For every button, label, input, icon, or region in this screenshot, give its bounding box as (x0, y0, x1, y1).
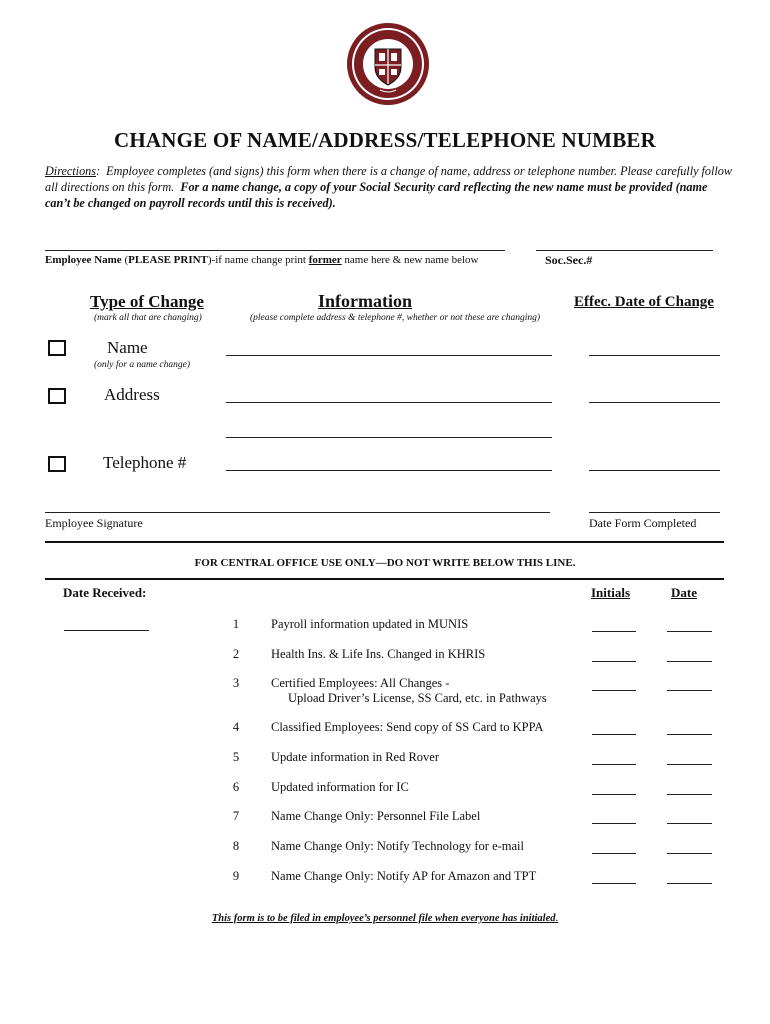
date-received-line[interactable] (64, 630, 149, 631)
checklist-item-text: Classified Employees: Send copy of SS Card to KPPA (271, 720, 544, 734)
information-note: (please complete address & telephone #, whether or not these are changing) (250, 313, 541, 323)
date-line[interactable] (667, 794, 712, 795)
initials-line[interactable] (592, 734, 636, 735)
checklist-number: 7 (232, 809, 240, 823)
directions-label: Directions (45, 164, 96, 178)
date-line[interactable] (667, 631, 712, 632)
directions-bold-body: For a name change, a copy of your Social Security card reflecting the new name must be provided (name can’t be changed on payroll records until this is received). (45, 180, 708, 210)
checklist-number: 2 (232, 647, 240, 661)
initials-line[interactable] (592, 794, 636, 795)
initials-line[interactable] (592, 823, 636, 824)
date-line[interactable] (667, 734, 712, 735)
checklist-number: 6 (232, 780, 240, 794)
address-effective-date-line[interactable] (589, 402, 720, 403)
date-completed-label: Date Form Completed (589, 516, 697, 530)
checklist-item-text: Name Change Only: Personnel File Label (271, 809, 481, 823)
checklist-number: 3 (232, 676, 240, 690)
initials-line[interactable] (592, 764, 636, 765)
checklist-number: 9 (232, 869, 240, 883)
date-line[interactable] (667, 823, 712, 824)
checklist-item (271, 647, 485, 662)
district-seal-logo (346, 22, 430, 106)
name-effective-date-line[interactable] (589, 355, 720, 356)
date-line[interactable] (667, 690, 712, 691)
initials-line[interactable] (592, 631, 636, 632)
address-checkbox[interactable] (48, 388, 66, 404)
checklist-item-text-continued: Upload Driver’s License, SS Card, etc. in Pathways (288, 691, 547, 705)
initials-header: Initials (591, 585, 631, 600)
address-label: Address (104, 385, 160, 404)
checklist-item-text: Updated information for IC (271, 780, 409, 794)
footer-note: This form is to be filed in employee’s personnel file when everyone has initialed. (211, 913, 559, 924)
initials-line[interactable] (592, 690, 636, 691)
initials-line[interactable] (592, 661, 636, 662)
soc-sec-line[interactable] (536, 250, 713, 251)
date-line[interactable] (667, 853, 712, 854)
checklist-number: 5 (232, 750, 240, 764)
address-information-line-2[interactable] (226, 437, 552, 438)
employee-signature-label: Employee Signature (45, 516, 143, 530)
checklist-item-text: Name Change Only: Notify AP for Amazon and TPT (271, 869, 537, 883)
soc-sec-label: Soc.Sec.# (545, 253, 593, 267)
telephone-label: Telephone # (103, 453, 187, 472)
telephone-effective-date-line[interactable] (589, 470, 720, 471)
form-title: CHANGE OF NAME/ADDRESS/TELEPHONE NUMBER (114, 128, 656, 152)
checklist-item-text: Name Change Only: Notify Technology for e-mail (271, 839, 524, 853)
checklist-number: 4 (232, 720, 240, 734)
checklist-item (271, 780, 409, 795)
name-note: (only for a name change) (94, 360, 191, 370)
checklist-item-text: Certified Employees: All Changes - (271, 676, 450, 690)
name-information-line[interactable] (226, 355, 552, 356)
date-line[interactable] (667, 661, 712, 662)
initials-line[interactable] (592, 853, 636, 854)
date-line[interactable] (667, 883, 712, 884)
employee-name-line[interactable] (45, 250, 505, 251)
date-header: Date (671, 585, 697, 600)
address-information-line-1[interactable] (226, 402, 552, 403)
telephone-checkbox[interactable] (48, 456, 66, 472)
date-completed-line[interactable] (589, 512, 720, 513)
employee-name-label: Employee Name (PLEASE PRINT)-if name change print former name here & new name below (45, 254, 479, 266)
checklist-item (271, 750, 439, 765)
name-label: Name (107, 338, 148, 357)
checklist-item-text: Health Ins. & Life Ins. Changed in KHRIS (271, 647, 486, 661)
checklist-item (271, 617, 468, 632)
employee-signature-line[interactable] (45, 512, 550, 513)
name-checkbox[interactable] (48, 340, 66, 356)
central-office-banner: FOR CENTRAL OFFICE USE ONLY—DO NOT WRITE BELOW THIS LINE. (194, 557, 576, 569)
checklist-item (271, 839, 524, 854)
divider-top (45, 541, 724, 543)
type-of-change-note: (mark all that are changing) (94, 313, 202, 323)
type-of-change-header: Type of Change (90, 292, 204, 311)
checklist-item (271, 676, 547, 706)
information-header: Information (318, 291, 412, 311)
directions-body: Employee completes (and signs) this form when there is a change of name, address or telephone number. Please carefully follow all directions on this form. (45, 164, 733, 194)
checklist-item (271, 809, 480, 824)
telephone-information-line[interactable] (226, 470, 552, 471)
checklist-item-text: Payroll information updated in MUNIS (271, 617, 469, 631)
date-received-label: Date Received: (63, 585, 147, 600)
directions-text: Directions: Employee completes (and signs) this form when there is a change of name, address or telephone number. Please carefully follow all directions on this form. For a name change, a copy of your Social Security card reflecting the new name must be provided (name can’t be changed on payroll records until this is received). (45, 164, 733, 210)
date-line[interactable] (667, 764, 712, 765)
checklist-number: 8 (232, 839, 240, 853)
checklist-number: 1 (232, 617, 240, 631)
checklist-item (271, 720, 543, 735)
initials-line[interactable] (592, 883, 636, 884)
effective-date-header: Effec. Date of Change (574, 294, 714, 310)
divider-bottom (45, 578, 724, 580)
checklist-item (271, 869, 536, 884)
checklist-item-text: Update information in Red Rover (271, 750, 440, 764)
